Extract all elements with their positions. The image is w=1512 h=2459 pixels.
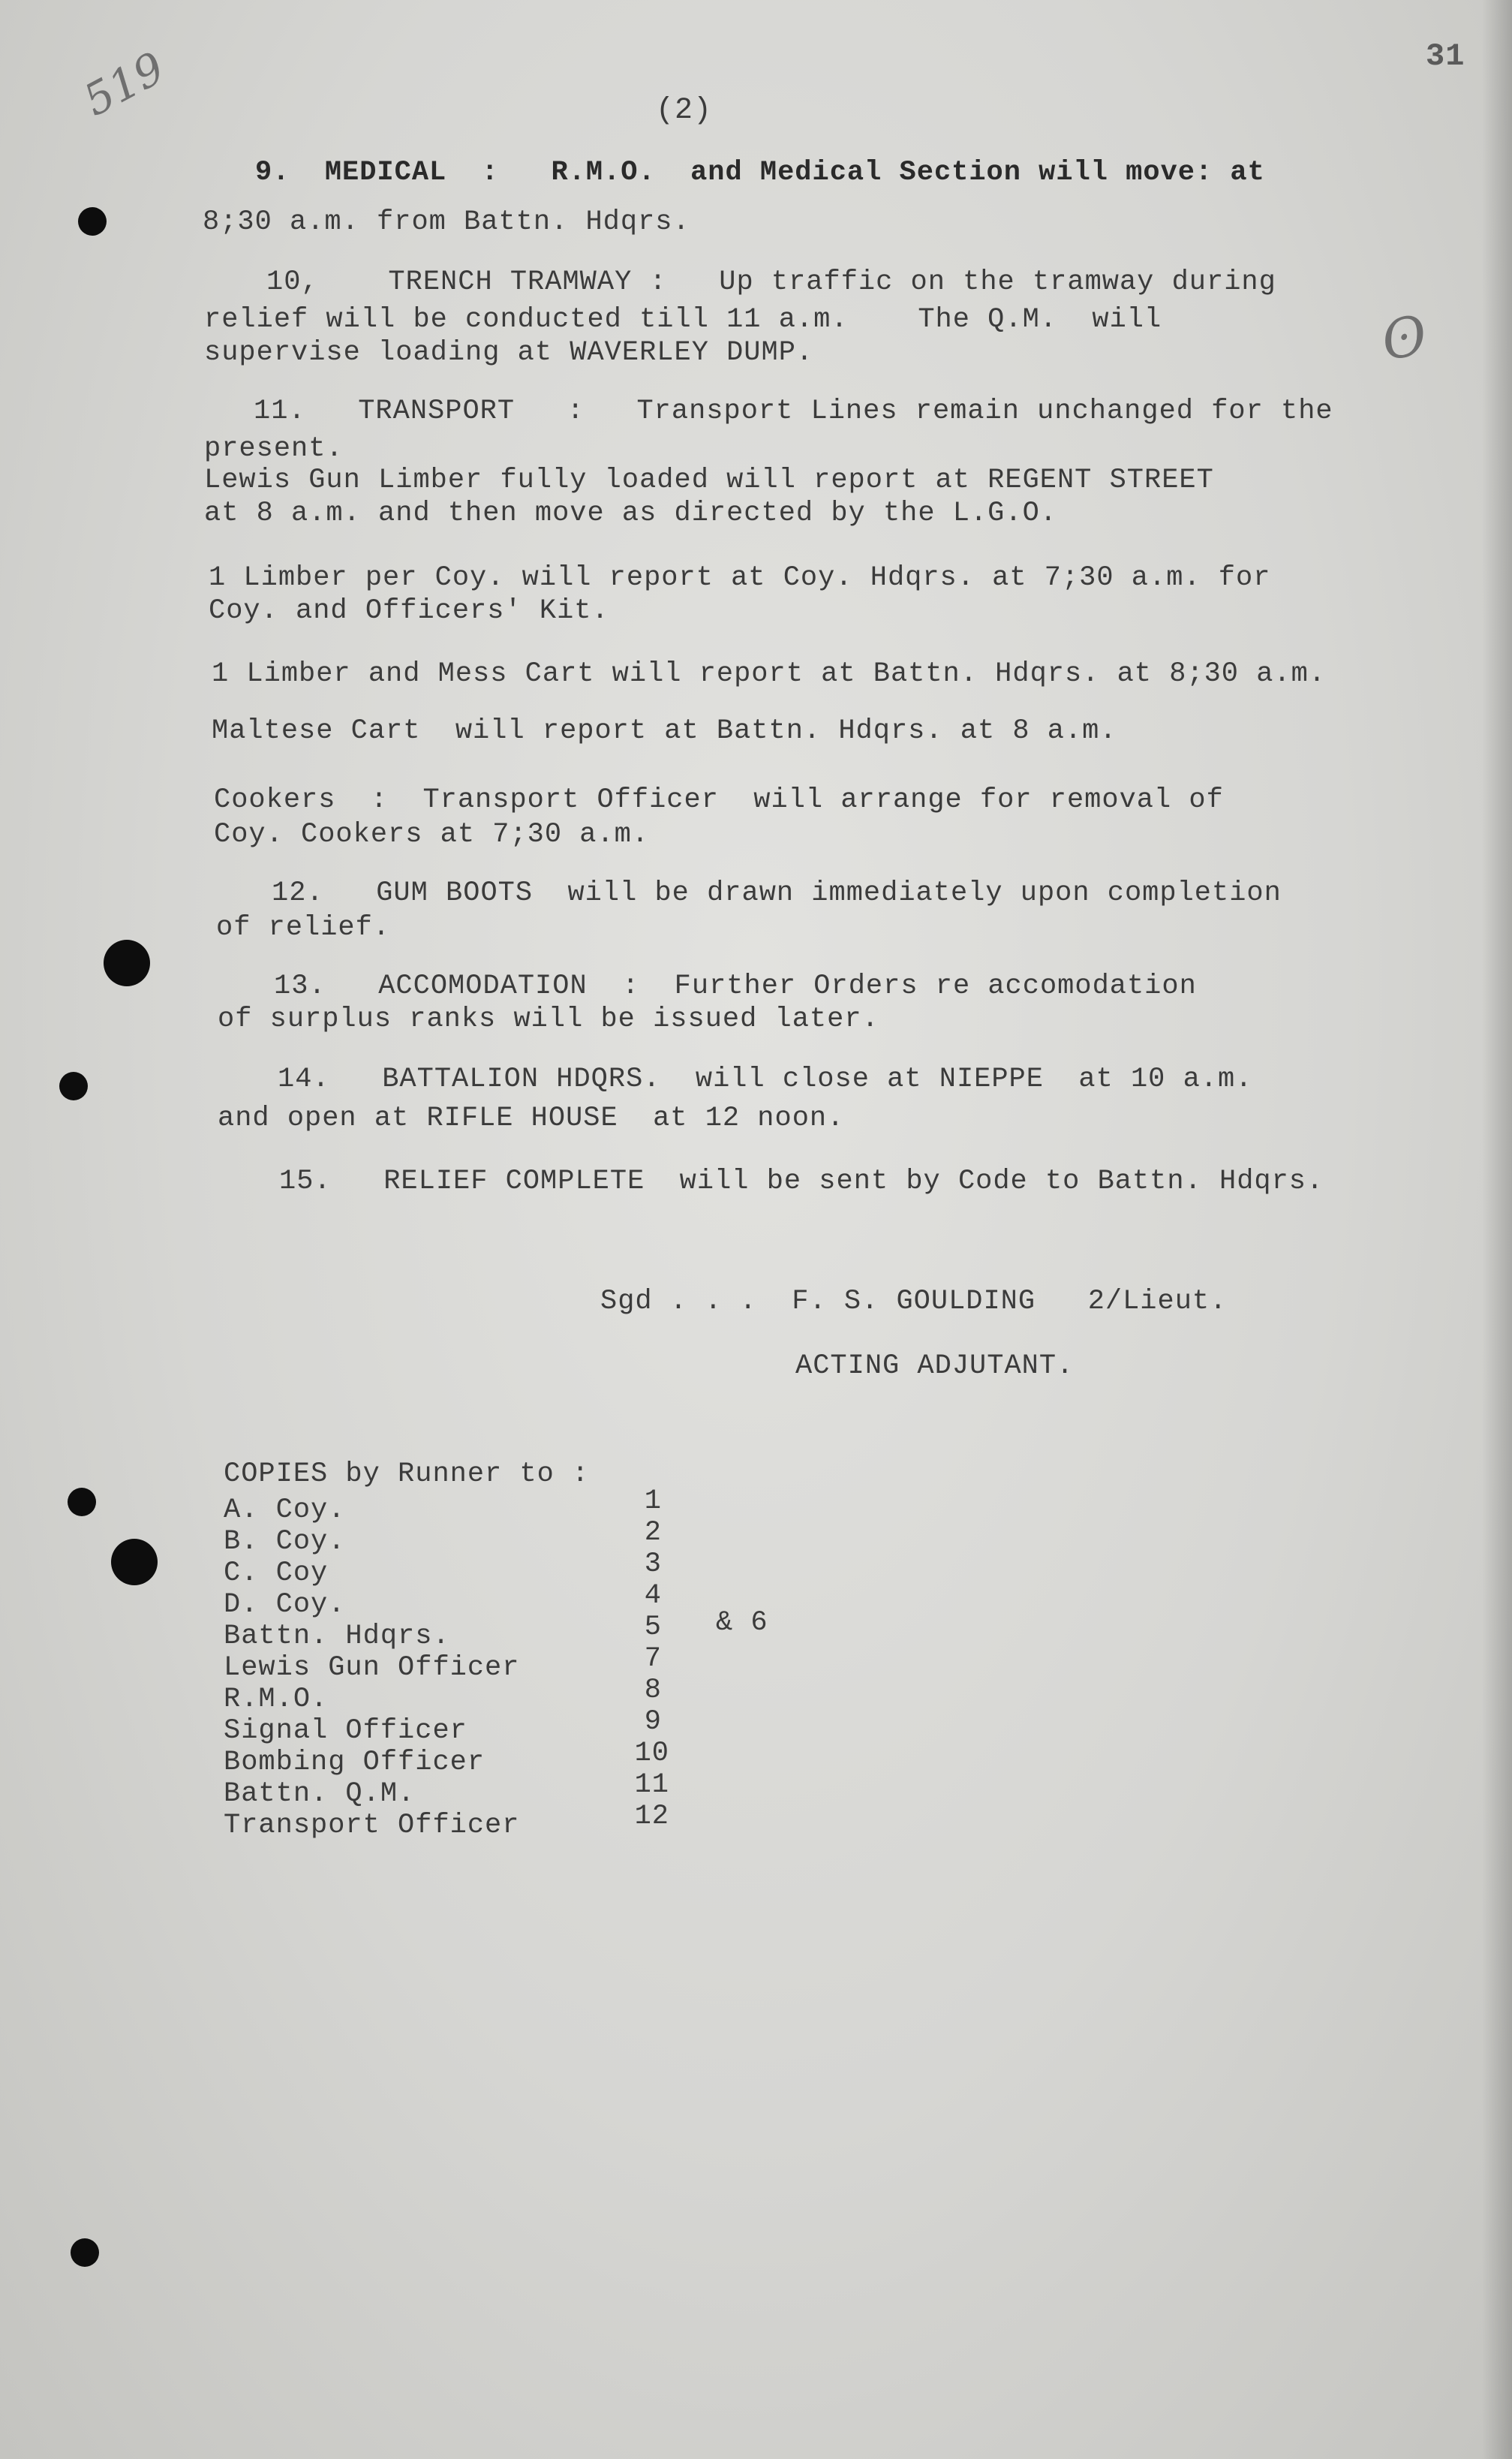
signature-title: ACTING ADJUTANT. [795,1350,1075,1382]
copy-recipient: Transport Officer [224,1810,520,1841]
copy-number: 10 [634,1738,669,1769]
punch-hole [104,940,150,986]
page-marker: (2) [656,94,713,128]
copy-number: 4 [644,1580,662,1612]
punch-hole [59,1072,88,1100]
copy-recipient: B. Coy. [224,1526,346,1558]
para-14-line-1: 14. BATTALION HDQRS. will close at NIEPPE at 10 a.m. [278,1064,1253,1095]
para-13-line-2: of surplus ranks will be issued later. [218,1004,879,1035]
page-edge-shadow [1482,0,1512,2459]
copy-number: 12 [634,1801,669,1832]
copy-recipient: Battn. Hdqrs. [224,1621,450,1652]
copy-number: 9 [644,1706,662,1738]
para-12-line-1: 12. GUM BOOTS will be drawn immediately upon completion [272,877,1282,909]
copy-recipient: A. Coy. [224,1494,346,1526]
para-9-line-1: 9. MEDICAL : R.M.O. and Medical Section will move: at [255,157,1265,188]
signature-line: Sgd . . . F. S. GOULDING 2/Lieut. [600,1286,1228,1317]
para-14-line-2: and open at RIFLE HOUSE at 12 noon. [218,1103,845,1134]
copy-number: 8 [644,1675,662,1706]
para-11-line-1: 11. TRANSPORT : Transport Lines remain unchanged for the [254,396,1333,427]
copy-number: 1 [644,1485,662,1517]
punch-hole [78,207,107,236]
copy-number: 3 [644,1549,662,1580]
copy-recipient: Lewis Gun Officer [224,1652,520,1684]
copy-recipient: Signal Officer [224,1715,467,1747]
para-11-line-7: 1 Limber and Mess Cart will report at Battn. Hdqrs. at 8;30 a.m. [212,658,1327,690]
para-10-line-2: relief will be conducted till 11 a.m. The Q.M. will [204,304,1162,336]
para-13-line-1: 13. ACCOMODATION : Further Orders re accomodation [274,971,1197,1002]
copies-heading: COPIES by Runner to : [224,1458,590,1490]
copy-recipient: Bombing Officer [224,1747,485,1778]
para-11-line-6: Coy. and Officers' Kit. [209,595,609,627]
para-11-line-3: Lewis Gun Limber fully loaded will report at REGENT STREET [204,465,1214,496]
para-9-line-2: 8;30 a.m. from Battn. Hdqrs. [203,206,690,238]
punch-hole [111,1539,158,1585]
para-11-line-10: Coy. Cookers at 7;30 a.m. [214,819,650,850]
copy-recipient: D. Coy. [224,1589,346,1621]
copy-number: 11 [634,1769,669,1801]
copy-number: 5 [644,1612,662,1643]
copy-recipient: C. Coy [224,1558,329,1589]
para-11-line-9: Cookers : Transport Officer will arrange for removal of [214,784,1224,816]
para-11-line-5: 1 Limber per Coy. will report at Coy. Hdqrs. at 7;30 a.m. for [209,562,1271,594]
para-15-line-1: 15. RELIEF COMPLETE will be sent by Code to Battn. Hdqrs. [279,1166,1324,1197]
para-11-line-4: at 8 a.m. and then move as directed by the L.G.O. [204,498,1057,529]
copy-recipient: Battn. Q.M. [224,1778,416,1810]
pencil-archive-number: 519 [75,41,173,127]
punch-hole [71,2238,99,2267]
pencil-mark: ʘ [1377,302,1432,373]
copy-number: 7 [644,1643,662,1675]
punch-hole [68,1488,96,1516]
para-12-line-2: of relief. [216,912,391,944]
para-10-line-3: supervise loading at WAVERLEY DUMP. [204,337,814,369]
copy-number-extra: & 6 [716,1607,768,1639]
para-11-line-8: Maltese Cart will report at Battn. Hdqrs. at 8 a.m. [212,715,1117,747]
para-10-line-1: 10, TRENCH TRAMWAY : Up traffic on the tramway during [266,266,1276,298]
copy-number: 2 [644,1517,662,1549]
folio-number: 31 [1426,38,1465,74]
copy-recipient: R.M.O. [224,1684,329,1715]
para-11-line-2: present. [204,433,344,465]
